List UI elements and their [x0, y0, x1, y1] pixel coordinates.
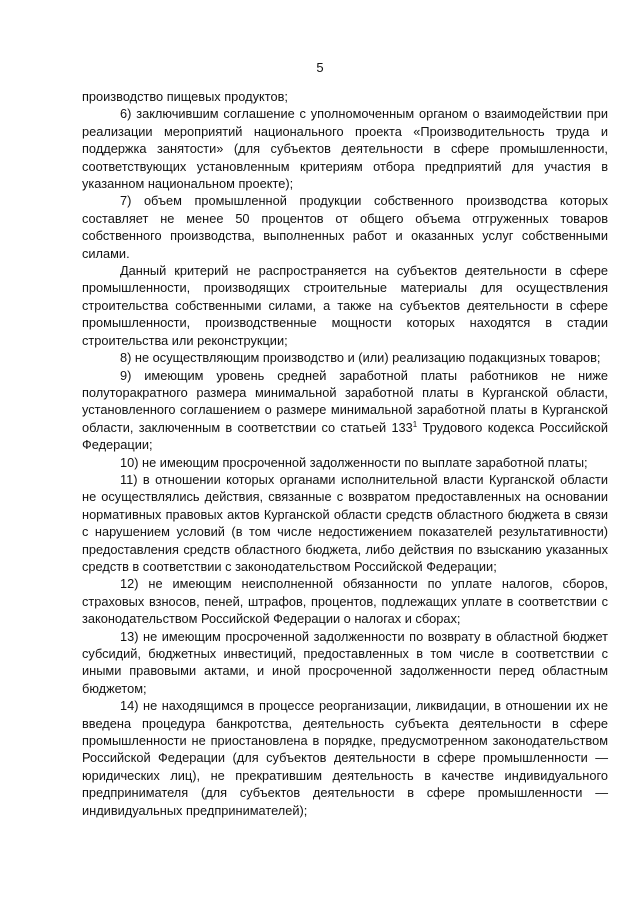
paragraph-criterion-note: Данный критерий не распространяется на субъектов деятельности в сфере промышленности, производящих строительные материалы для осуществления строительства собственными силами, а также на субъектов деятельности в сфере промышленности, производственные мощности которых находятся в стадии строительства или реконструкции;	[82, 263, 608, 348]
paragraph-item-6: 6) заключившим соглашение с уполномоченным органом о взаимодействии при реализации мероприятий национального проекта «Производительность труда и поддержка занятости» (для субъектов деятельности в сфере промышленности, соответствующих установленным критериям отбора предприятий для участия в указанном национальном проекте);	[82, 106, 608, 192]
page-number: 5	[316, 60, 324, 75]
paragraph-item-9-text: 9) имеющим уровень средней заработной платы работников не ниже полуторакратного размера минимальной заработной платы в Курганской области, установленного соглашением о размере минимальной заработной платы в Курганской области, заключенным в соответствии со статьей 133	[82, 367, 608, 435]
paragraph-item-8: 8) не осуществляющим производство и (или) реализацию подакцизных товаров;	[120, 350, 601, 366]
paragraph-item-14: 14) не находящимся в процессе реорганизации, ликвидации, в отношении их не введена процедура банкротства, деятельность субъекта деятельности в сфере промышленности не приостановлена в порядке, предусмотренном законодательством Российской Федерации (для субъектов деятельности в сфере промышленности — юридических лиц), не прекратившим деятельность в качестве индивидуального предпринимателя (для субъектов деятельности в сфере промышленности — индивидуальных предпринимателей);	[82, 698, 608, 818]
article-superscript: 1	[412, 419, 418, 429]
paragraph-food-production: производство пищевых продуктов;	[82, 89, 288, 104]
paragraph-item-7: 7) объем промышленной продукции собственного производства которых составляет не менее 50 процентов от общего объема отгруженных товаров собственного производства, выполненных работ и оказанных услуг собственными силами.	[82, 193, 608, 261]
document-body	[82, 88, 608, 819]
paragraph-item-10: 10) не имеющим просроченной задолженности по выплате заработной платы;	[120, 454, 588, 470]
paragraph-item-9	[82, 367, 608, 454]
paragraph-item-12: 12) не имеющим неисполненной обязанности по уплате налогов, сборов, страховых взносов, пеней, штрафов, процентов, подлежащих уплате в соответствии с законодательством Российской Федерации о налогах и сборах;	[82, 576, 608, 627]
paragraph-item-13: 13) не имеющим просроченной задолженности по возврату в областной бюджет субсидий, бюджетных инвестиций, предоставленных в том числе в соответствии с иными правовыми актами, и иной просроченной задолженности перед областным бюджетом;	[82, 628, 608, 696]
paragraph-item-11: 11) в отношении которых органами исполнительной власти Курганской области не осуществлялись действия, связанные с возвратом предоставленных на основании нормативных правовых актов Курганской области средств областного бюджета в связи с нарушением условий (в том числе недостижением показателей результативности) предоставления средств областного бюджета, либо действия по взысканию указанных средств в соответствии с законодательством Российской Федерации;	[82, 471, 608, 574]
paragraph-item-9-tail: Трудового кодекса Российской Федерации;	[82, 419, 608, 453]
